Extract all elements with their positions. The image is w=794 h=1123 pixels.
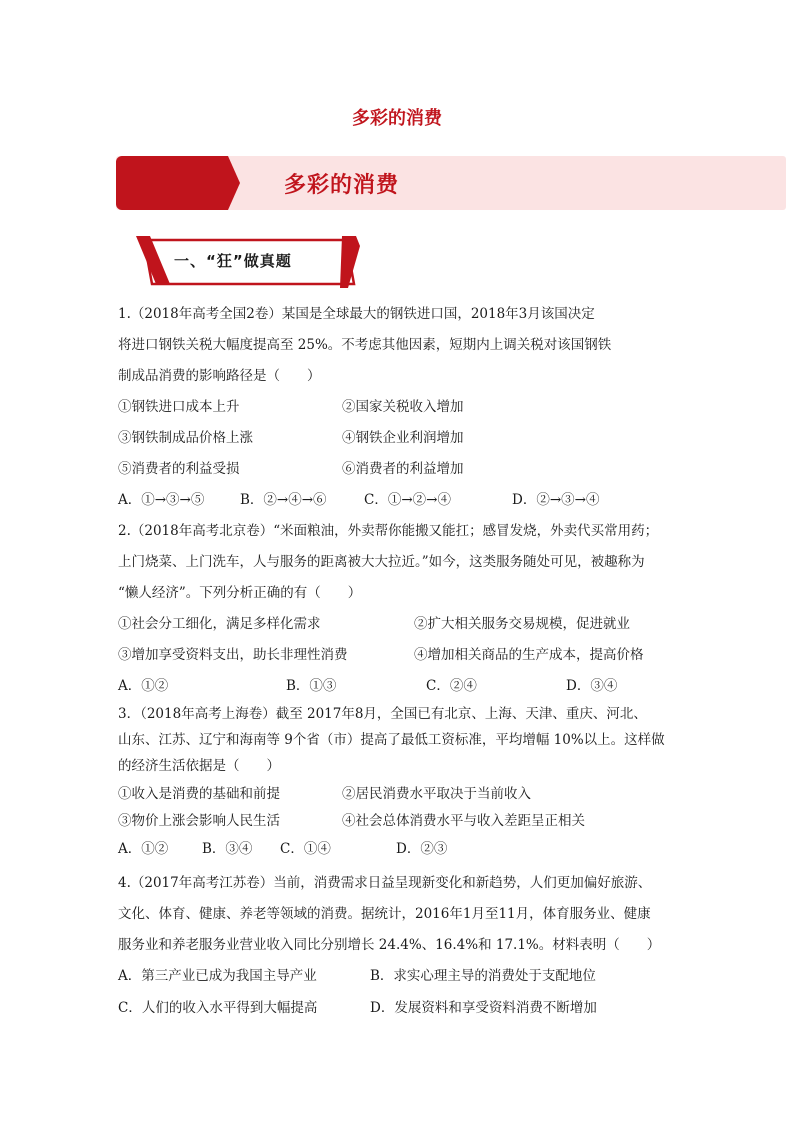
question-stem-line: 制成品消费的影响路径是（ ） bbox=[118, 368, 321, 384]
question-stem-line: 的经济生活依据是（ ） bbox=[118, 758, 280, 774]
answer-option[interactable]: B．①③ bbox=[286, 678, 337, 694]
title-banner bbox=[116, 156, 786, 210]
question-stem-line: “懒人经济”。下列分析正确的有（ ） bbox=[118, 585, 362, 601]
answer-option[interactable]: C．②④ bbox=[426, 678, 477, 694]
question-stem-line: 文化、体育、健康、养老等领域的消费。据统计，2016年1月至11月，体育服务业、健康 bbox=[118, 906, 651, 922]
answer-option[interactable]: B．③④ bbox=[202, 841, 253, 857]
section-label: 一、“狂”做真题 bbox=[174, 252, 292, 270]
statement-item: ②扩大相关服务交易规模，促进就业 bbox=[414, 616, 630, 632]
document-title: 多彩的消费 bbox=[352, 108, 442, 129]
statement-item: ②居民消费水平取决于当前收入 bbox=[342, 786, 531, 802]
banner-red-block bbox=[116, 156, 228, 210]
answer-option[interactable]: D．②→③→④ bbox=[512, 492, 600, 508]
answer-option[interactable]: C．①④ bbox=[280, 841, 331, 857]
question-stem-line: 1.（2018年高考全国2卷）某国是全球最大的钢铁进口国，2018年3月该国决定 bbox=[118, 306, 595, 322]
question-stem-line: 山东、江苏、辽宁和海南等 9个省（市）提高了最低工资标准，平均增幅 10%以上。这样做 bbox=[118, 732, 665, 748]
answer-option[interactable]: C．人们的收入水平得到大幅提高 bbox=[118, 1000, 318, 1016]
statement-item: ①收入是消费的基础和前提 bbox=[118, 786, 280, 802]
statement-item: ⑥消费者的利益增加 bbox=[342, 461, 464, 477]
statement-item: ④社会总体消费水平与收入差距呈正相关 bbox=[342, 813, 585, 829]
question-stem-line: 服务业和养老服务业营业收入同比分别增长 24.4%、16.4%和 17.1%。材料表明（ ） bbox=[118, 937, 661, 953]
question-stem-line: 上门烧菜、上门洗车，人与服务的距离被大大拉近。”如今，这类服务随处可见，被趣称为 bbox=[118, 554, 645, 570]
question-stem-line: 将进口钢铁关税大幅度提高至 25%。不考虑其他因素，短期内上调关税对该国钢铁 bbox=[118, 337, 612, 353]
statement-item: ③钢铁制成品价格上涨 bbox=[118, 430, 253, 446]
answer-option[interactable]: A．①② bbox=[118, 841, 169, 857]
section-tag bbox=[136, 236, 360, 288]
answer-option[interactable]: C．①→②→④ bbox=[364, 492, 451, 508]
statement-item: ③增加享受资料支出，助长非理性消费 bbox=[118, 647, 348, 663]
answer-option[interactable]: A．第三产业已成为我国主导产业 bbox=[118, 968, 317, 984]
question-stem-line: 3．（2018年高考上海卷）截至 2017年8月，全国已有北京、上海、天津、重庆、河北、 bbox=[118, 706, 647, 722]
answer-option[interactable]: D．②③ bbox=[396, 841, 448, 857]
answer-option[interactable]: A．①→③→⑤ bbox=[118, 492, 205, 508]
question-stem-line: 2.（2018年高考北京卷）“米面粮油，外卖帮你能搬又能扛；感冒发烧，外卖代买常用药； bbox=[118, 523, 659, 539]
answer-option[interactable]: B．求实心理主导的消费处于支配地位 bbox=[370, 968, 596, 984]
answer-option[interactable]: D．③④ bbox=[566, 678, 618, 694]
statement-item: ①钢铁进口成本上升 bbox=[118, 399, 240, 415]
answer-option[interactable]: D．发展资料和享受资料消费不断增加 bbox=[370, 1000, 597, 1016]
banner-arrow bbox=[228, 156, 240, 210]
statement-item: ①社会分工细化，满足多样化需求 bbox=[118, 616, 321, 632]
statement-item: ⑤消费者的利益受损 bbox=[118, 461, 240, 477]
answer-option[interactable]: B．②→④→⑥ bbox=[240, 492, 327, 508]
statement-item: ②国家关税收入增加 bbox=[342, 399, 464, 415]
statement-item: ③物价上涨会影响人民生活 bbox=[118, 813, 280, 829]
banner-title: 多彩的消费 bbox=[284, 173, 400, 198]
question-stem-line: 4.（2017年高考江苏卷）当前，消费需求日益呈现新变化和新趋势，人们更加偏好旅游、 bbox=[118, 875, 652, 891]
statement-item: ④增加相关商品的生产成本，提高价格 bbox=[414, 647, 644, 663]
answer-option[interactable]: A．①② bbox=[118, 678, 169, 694]
statement-item: ④钢铁企业利润增加 bbox=[342, 430, 464, 446]
